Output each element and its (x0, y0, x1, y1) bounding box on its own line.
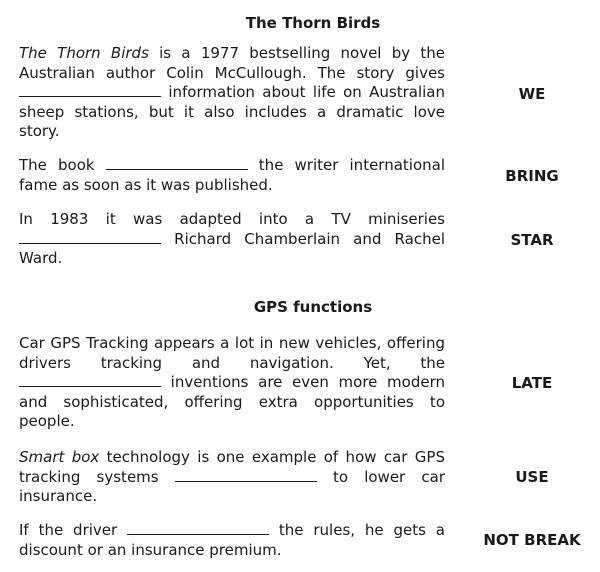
paragraph-text: the writer international fame as soon as it was published. (19, 156, 445, 194)
answer-blank[interactable] (19, 374, 161, 387)
answer-blank[interactable] (106, 157, 248, 170)
paragraph-text: information about life on Australian sheep stations, but it also includes a dramatic love story. (19, 83, 445, 140)
keyword-late: LATE (511, 374, 553, 392)
italic-title-text: The Thorn Birds (19, 44, 149, 62)
keyword-use: USE (515, 468, 549, 486)
paragraph-text: In 1983 it was adapted into a TV miniseries (19, 210, 445, 228)
paragraph-thorn-birds-3 (19, 210, 445, 269)
answer-blank[interactable] (175, 469, 317, 482)
paragraph-text: technology is one example of how car GPS tracking systems (19, 448, 445, 486)
paragraph-text: is a 1977 bestselling novel by the Australian author Colin McCullough. The story gives (19, 44, 445, 82)
paragraph-text: the rules, he gets a discount or an insurance premium. (19, 521, 445, 559)
section-title-gps-functions: GPS functions (253, 298, 373, 316)
answer-blank[interactable] (127, 522, 269, 535)
paragraph-text: inventions are even more modern and sophisticated, offering extra opportunities to people. (19, 373, 445, 430)
answer-blank[interactable] (19, 84, 161, 97)
keyword-not-break: NOT BREAK (483, 531, 581, 549)
paragraph-text: Richard Chamberlain and Rachel Ward. (19, 229, 445, 267)
paragraph-text: If the driver (19, 521, 128, 539)
paragraph-gps-1 (19, 334, 445, 432)
paragraph-thorn-birds-2 (19, 156, 445, 195)
paragraph-thorn-birds-1 (19, 44, 445, 142)
paragraph-text: to lower car insurance. (19, 467, 445, 505)
paragraph-gps-3 (19, 521, 445, 560)
section-title-thorn-birds: The Thorn Birds (245, 14, 381, 32)
paragraph-text: The book (19, 156, 106, 174)
italic-title-text: Smart box (19, 448, 100, 466)
keyword-star: STAR (510, 231, 554, 249)
keyword-bring: BRING (505, 167, 559, 185)
paragraph-gps-2 (19, 448, 445, 507)
keyword-we: WE (518, 85, 546, 103)
paragraph-text: Car GPS Tracking appears a lot in new vehicles, offering drivers tracking and navigation. Yet, the (19, 334, 445, 372)
answer-blank[interactable] (19, 231, 161, 244)
